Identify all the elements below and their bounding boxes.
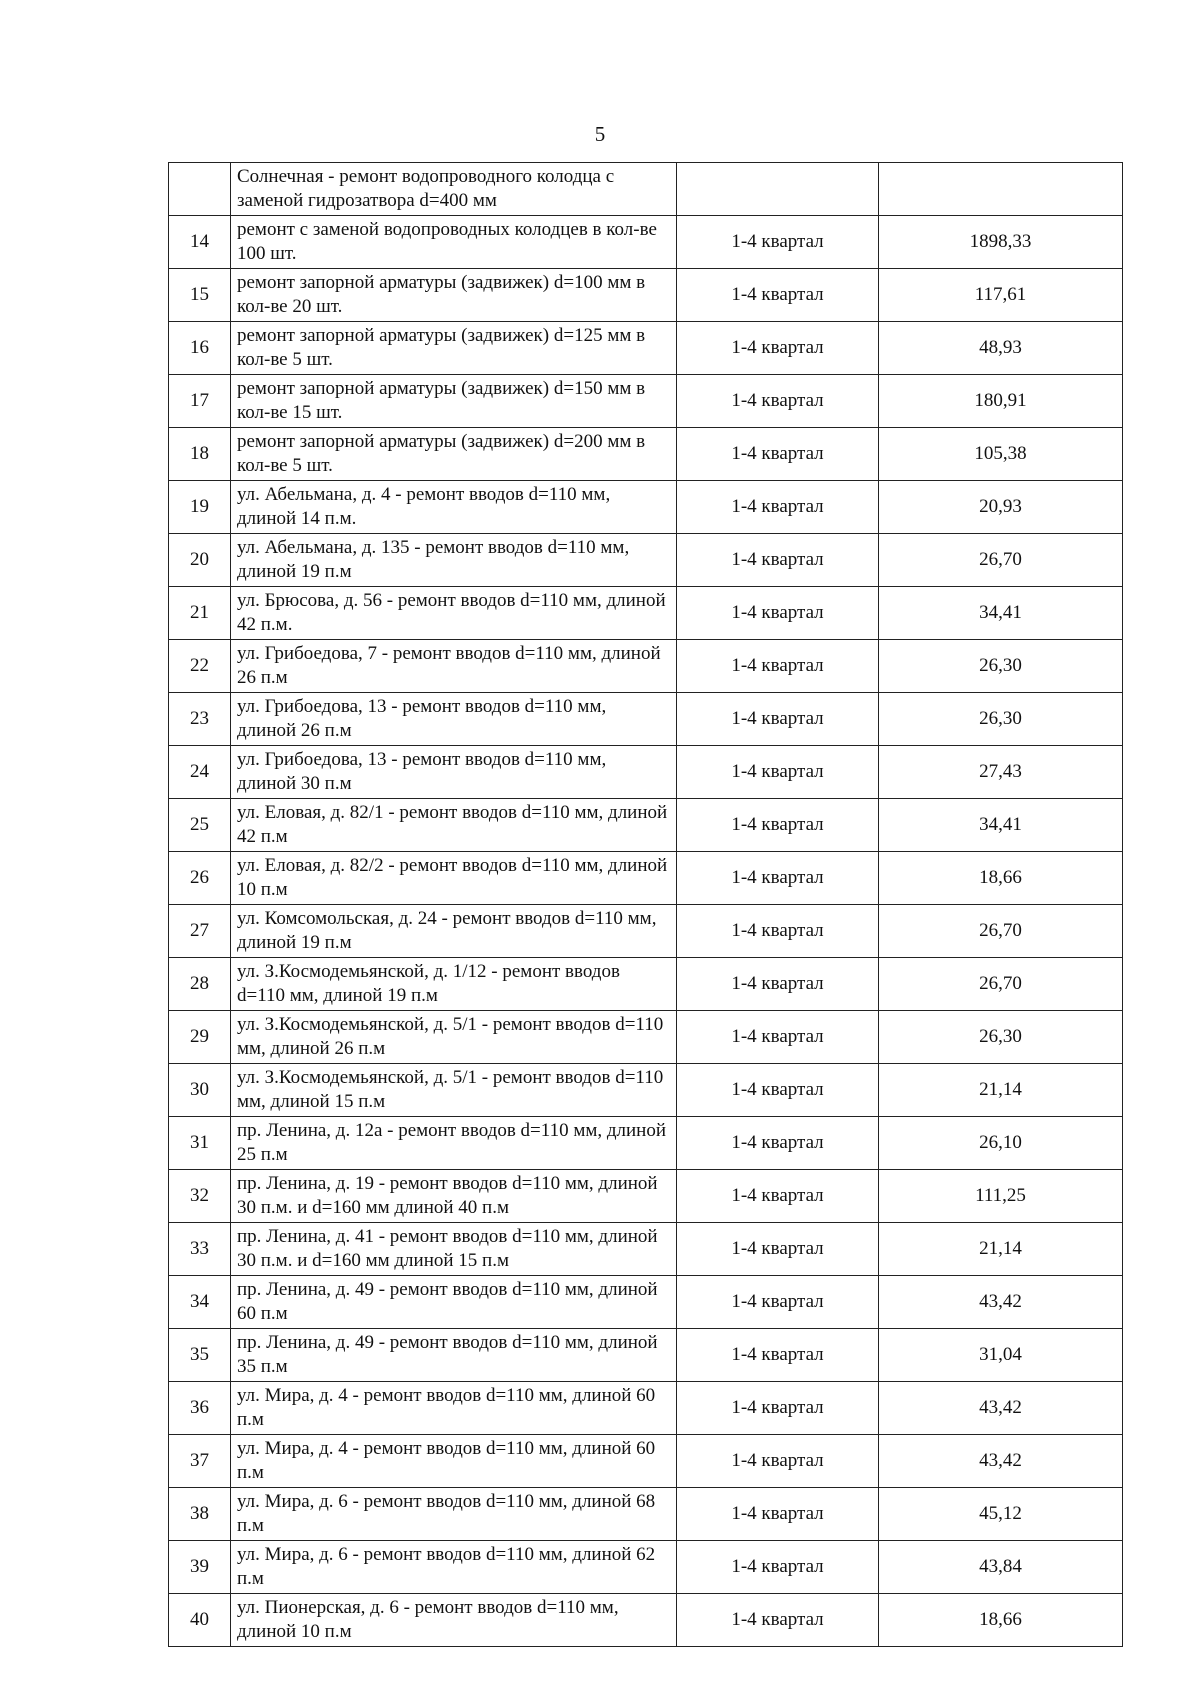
row-description: ул. Мира, д. 4 - ремонт вводов d=110 мм, длиной 60 п.м <box>231 1435 677 1488</box>
table-row <box>169 1541 1123 1594</box>
page-number: 5 <box>594 122 606 146</box>
row-description: ул. Грибоедова, 13 - ремонт вводов d=110 мм, длиной 30 п.м <box>231 746 677 799</box>
table-row <box>169 322 1123 375</box>
table-row <box>169 1064 1123 1117</box>
row-amount: 34,41 <box>879 799 1123 852</box>
row-amount: 26,30 <box>879 693 1123 746</box>
table-row <box>169 269 1123 322</box>
row-number: 27 <box>169 905 231 958</box>
row-number: 23 <box>169 693 231 746</box>
row-amount: 26,70 <box>879 905 1123 958</box>
row-amount: 105,38 <box>879 428 1123 481</box>
row-period: 1-4 квартал <box>677 958 879 1011</box>
row-period: 1-4 квартал <box>677 428 879 481</box>
row-number: 25 <box>169 799 231 852</box>
row-number: 32 <box>169 1170 231 1223</box>
row-period: 1-4 квартал <box>677 1541 879 1594</box>
row-number: 37 <box>169 1435 231 1488</box>
table-row <box>169 1488 1123 1541</box>
row-period: 1-4 квартал <box>677 481 879 534</box>
row-number <box>169 163 231 216</box>
row-description: ул. Грибоедова, 13 - ремонт вводов d=110 мм, длиной 26 п.м <box>231 693 677 746</box>
row-description: ул. Грибоедова, 7 - ремонт вводов d=110 мм, длиной 26 п.м <box>231 640 677 693</box>
table-row <box>169 693 1123 746</box>
row-description: пр. Ленина, д. 12а - ремонт вводов d=110 мм, длиной 25 п.м <box>231 1117 677 1170</box>
row-description: ул. Брюсова, д. 56 - ремонт вводов d=110 мм, длиной 42 п.м. <box>231 587 677 640</box>
row-description: пр. Ленина, д. 49 - ремонт вводов d=110 мм, длиной 60 п.м <box>231 1276 677 1329</box>
row-description: ремонт с заменой водопроводных колодцев в кол-ве 100 шт. <box>231 216 677 269</box>
row-amount: 1898,33 <box>879 216 1123 269</box>
row-number: 30 <box>169 1064 231 1117</box>
row-period: 1-4 квартал <box>677 1064 879 1117</box>
table-row <box>169 1594 1123 1647</box>
row-number: 29 <box>169 1011 231 1064</box>
row-amount: 27,43 <box>879 746 1123 799</box>
table-row <box>169 852 1123 905</box>
row-period: 1-4 квартал <box>677 852 879 905</box>
row-period: 1-4 квартал <box>677 534 879 587</box>
row-amount <box>879 163 1123 216</box>
row-period <box>677 163 879 216</box>
row-amount: 18,66 <box>879 852 1123 905</box>
row-period: 1-4 квартал <box>677 746 879 799</box>
row-period: 1-4 квартал <box>677 905 879 958</box>
table-row <box>169 1011 1123 1064</box>
row-amount: 26,30 <box>879 1011 1123 1064</box>
works-table <box>168 162 1123 1647</box>
row-description: ул. Мира, д. 6 - ремонт вводов d=110 мм, длиной 68 п.м <box>231 1488 677 1541</box>
row-amount: 21,14 <box>879 1223 1123 1276</box>
row-amount: 34,41 <box>879 587 1123 640</box>
row-description: ул. З.Космодемьянской, д. 5/1 - ремонт вводов d=110 мм, длиной 15 п.м <box>231 1064 677 1117</box>
row-amount: 26,10 <box>879 1117 1123 1170</box>
row-period: 1-4 квартал <box>677 1329 879 1382</box>
row-period: 1-4 квартал <box>677 1435 879 1488</box>
table-row <box>169 746 1123 799</box>
table-row <box>169 375 1123 428</box>
row-amount: 26,30 <box>879 640 1123 693</box>
table-row <box>169 1117 1123 1170</box>
table-row <box>169 958 1123 1011</box>
row-number: 36 <box>169 1382 231 1435</box>
row-amount: 20,93 <box>879 481 1123 534</box>
row-description: ул. Пионерская, д. 6 - ремонт вводов d=110 мм, длиной 10 п.м <box>231 1594 677 1647</box>
row-period: 1-4 квартал <box>677 1170 879 1223</box>
row-amount: 43,42 <box>879 1435 1123 1488</box>
table-row <box>169 534 1123 587</box>
row-amount: 117,61 <box>879 269 1123 322</box>
table-row <box>169 428 1123 481</box>
row-description: ул. З.Космодемьянской, д. 5/1 - ремонт вводов d=110 мм, длиной 26 п.м <box>231 1011 677 1064</box>
row-description: пр. Ленина, д. 41 - ремонт вводов d=110 мм, длиной 30 п.м. и d=160 мм длиной 15 п.м <box>231 1223 677 1276</box>
row-number: 39 <box>169 1541 231 1594</box>
row-amount: 48,93 <box>879 322 1123 375</box>
row-description: ул. Еловая, д. 82/1 - ремонт вводов d=110 мм, длиной 42 п.м <box>231 799 677 852</box>
row-number: 17 <box>169 375 231 428</box>
row-description: ул. Мира, д. 6 - ремонт вводов d=110 мм, длиной 62 п.м <box>231 1541 677 1594</box>
row-number: 40 <box>169 1594 231 1647</box>
row-description: пр. Ленина, д. 19 - ремонт вводов d=110 мм, длиной 30 п.м. и d=160 мм длиной 40 п.м <box>231 1170 677 1223</box>
table-row <box>169 905 1123 958</box>
row-description: пр. Ленина, д. 49 - ремонт вводов d=110 мм, длиной 35 п.м <box>231 1329 677 1382</box>
row-period: 1-4 квартал <box>677 799 879 852</box>
row-amount: 18,66 <box>879 1594 1123 1647</box>
row-number: 22 <box>169 640 231 693</box>
row-amount: 43,42 <box>879 1382 1123 1435</box>
row-description: ремонт запорной арматуры (задвижек) d=100 мм в кол-ве 20 шт. <box>231 269 677 322</box>
row-period: 1-4 квартал <box>677 1382 879 1435</box>
table-row <box>169 587 1123 640</box>
row-period: 1-4 квартал <box>677 375 879 428</box>
row-period: 1-4 квартал <box>677 640 879 693</box>
row-description: Солнечная - ремонт водопроводного колодца с заменой гидрозатвора d=400 мм <box>231 163 677 216</box>
row-amount: 26,70 <box>879 958 1123 1011</box>
table-row <box>169 640 1123 693</box>
row-period: 1-4 квартал <box>677 1594 879 1647</box>
table-row <box>169 799 1123 852</box>
table-row <box>169 1435 1123 1488</box>
table-row <box>169 481 1123 534</box>
row-period: 1-4 квартал <box>677 269 879 322</box>
table-row <box>169 1276 1123 1329</box>
row-description: ремонт запорной арматуры (задвижек) d=125 мм в кол-ве 5 шт. <box>231 322 677 375</box>
row-amount: 111,25 <box>879 1170 1123 1223</box>
row-amount: 31,04 <box>879 1329 1123 1382</box>
row-amount: 43,42 <box>879 1276 1123 1329</box>
row-description: ул. Еловая, д. 82/2 - ремонт вводов d=110 мм, длиной 10 п.м <box>231 852 677 905</box>
row-period: 1-4 квартал <box>677 1011 879 1064</box>
row-description: ул. Абельмана, д. 135 - ремонт вводов d=110 мм, длиной 19 п.м <box>231 534 677 587</box>
works-table-body <box>169 163 1123 1647</box>
row-number: 38 <box>169 1488 231 1541</box>
row-number: 21 <box>169 587 231 640</box>
table-row <box>169 1382 1123 1435</box>
row-number: 14 <box>169 216 231 269</box>
row-number: 35 <box>169 1329 231 1382</box>
row-number: 19 <box>169 481 231 534</box>
row-amount: 45,12 <box>879 1488 1123 1541</box>
row-amount: 26,70 <box>879 534 1123 587</box>
table-row <box>169 216 1123 269</box>
row-amount: 21,14 <box>879 1064 1123 1117</box>
row-number: 24 <box>169 746 231 799</box>
row-number: 34 <box>169 1276 231 1329</box>
row-period: 1-4 квартал <box>677 1488 879 1541</box>
row-period: 1-4 квартал <box>677 322 879 375</box>
row-period: 1-4 квартал <box>677 693 879 746</box>
row-amount: 43,84 <box>879 1541 1123 1594</box>
row-number: 18 <box>169 428 231 481</box>
row-description: ремонт запорной арматуры (задвижек) d=150 мм в кол-ве 15 шт. <box>231 375 677 428</box>
row-period: 1-4 квартал <box>677 216 879 269</box>
table-row <box>169 1170 1123 1223</box>
table-row <box>169 1329 1123 1382</box>
row-period: 1-4 квартал <box>677 1117 879 1170</box>
row-amount: 180,91 <box>879 375 1123 428</box>
row-number: 20 <box>169 534 231 587</box>
row-number: 16 <box>169 322 231 375</box>
row-period: 1-4 квартал <box>677 587 879 640</box>
row-description: ул. З.Космодемьянской, д. 1/12 - ремонт вводов d=110 мм, длиной 19 п.м <box>231 958 677 1011</box>
row-number: 31 <box>169 1117 231 1170</box>
row-description: ул. Комсомольская, д. 24 - ремонт вводов d=110 мм, длиной 19 п.м <box>231 905 677 958</box>
table-row <box>169 1223 1123 1276</box>
row-description: ремонт запорной арматуры (задвижек) d=200 мм в кол-ве 5 шт. <box>231 428 677 481</box>
row-number: 26 <box>169 852 231 905</box>
row-number: 15 <box>169 269 231 322</box>
row-description: ул. Абельмана, д. 4 - ремонт вводов d=110 мм, длиной 14 п.м. <box>231 481 677 534</box>
table-row <box>169 163 1123 216</box>
row-period: 1-4 квартал <box>677 1276 879 1329</box>
row-period: 1-4 квартал <box>677 1223 879 1276</box>
row-number: 28 <box>169 958 231 1011</box>
row-number: 33 <box>169 1223 231 1276</box>
row-description: ул. Мира, д. 4 - ремонт вводов d=110 мм, длиной 60 п.м <box>231 1382 677 1435</box>
